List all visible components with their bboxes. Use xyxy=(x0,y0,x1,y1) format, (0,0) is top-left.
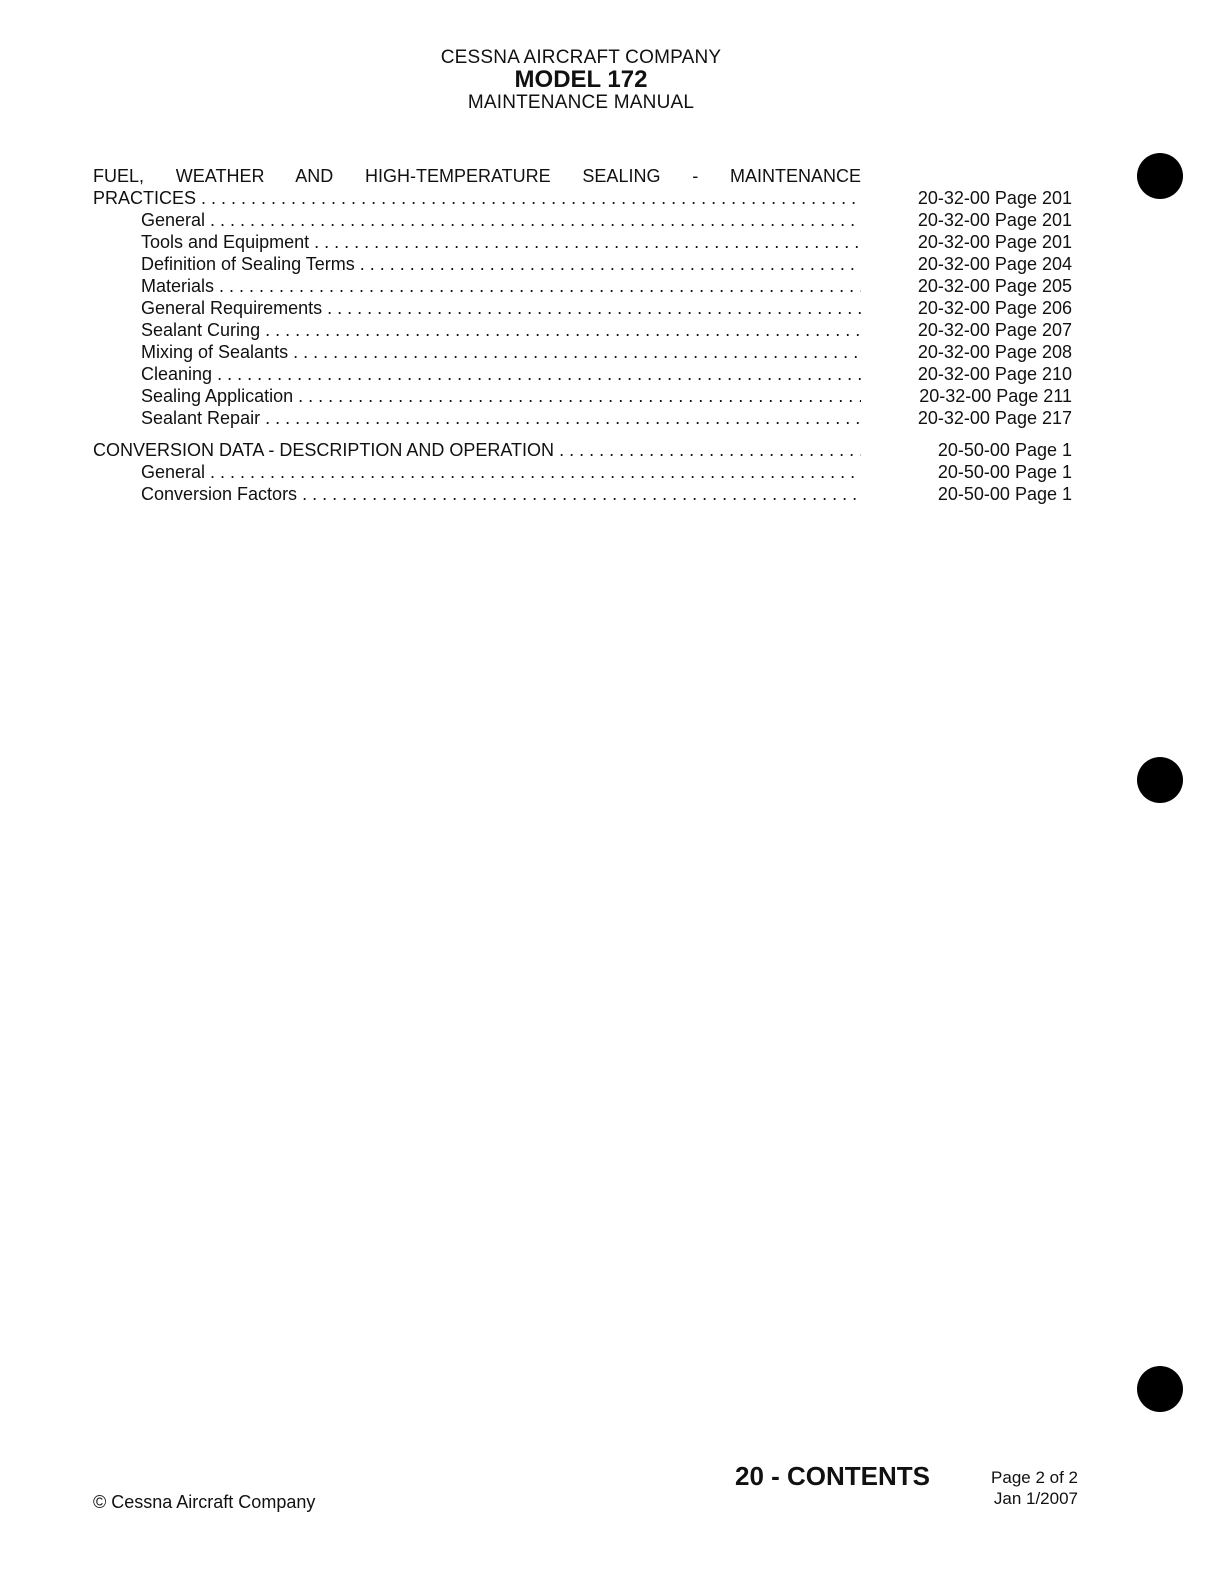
toc-item-label: General . . . xyxy=(141,209,861,231)
toc-item[interactable] xyxy=(93,483,1078,505)
toc-item-label: Materials . . . xyxy=(141,275,861,297)
toc-item-label: General . . . xyxy=(141,461,861,483)
toc-item[interactable] xyxy=(93,407,1078,429)
toc-item[interactable] xyxy=(93,385,1078,407)
toc-section-title-text: FUEL, WEATHER AND HIGH-TEMPERATURE SEALING - MAINTENANCE xyxy=(93,166,861,186)
toc-page-ref: 20-32-00 Page 206 xyxy=(917,298,1072,318)
toc-item-label: Sealant Repair . . . xyxy=(141,407,861,429)
manual-title: MAINTENANCE MANUAL xyxy=(467,92,695,113)
page-number: Page 2 of 2 xyxy=(991,1468,1078,1487)
company-name: CESSNA AIRCRAFT COMPANY xyxy=(440,47,722,68)
toc-page-ref: 20-32-00 Page 201 xyxy=(917,210,1072,230)
revision-date: Jan 1/2007 xyxy=(993,1489,1078,1508)
toc-item[interactable] xyxy=(93,363,1078,385)
binder-hole-middle xyxy=(1137,757,1183,803)
toc-item-label: Definition of Sealing Terms . . . xyxy=(141,253,861,275)
toc-item-label: Sealing Application . . . xyxy=(141,385,861,407)
toc-page-ref: 20-50-00 Page 1 xyxy=(937,440,1072,460)
toc-item-label: General Requirements . . . xyxy=(141,297,861,319)
toc-section-title-line2: PRACTICES . . . xyxy=(93,187,861,209)
page-info xyxy=(991,1467,1078,1509)
binder-hole-top xyxy=(1137,153,1183,199)
toc-page-ref: 20-32-00 Page 204 xyxy=(917,254,1072,274)
toc-item[interactable] xyxy=(93,253,1078,275)
toc-page-ref: 20-32-00 Page 217 xyxy=(917,408,1072,428)
toc-page-ref: 20-50-00 Page 1 xyxy=(937,484,1072,504)
toc-page-ref: 20-32-00 Page 207 xyxy=(917,320,1072,340)
copyright-notice: © Cessna Aircraft Company xyxy=(93,1492,316,1512)
section-spacer xyxy=(93,429,1078,439)
toc-page-ref: 20-32-00 Page 211 xyxy=(919,386,1072,406)
toc-item-label: Sealant Curing . . . xyxy=(141,319,861,341)
model-name: MODEL 172 xyxy=(514,66,648,93)
toc-item[interactable] xyxy=(93,461,1078,483)
toc-item[interactable] xyxy=(93,275,1078,297)
toc-page-ref: 20-32-00 Page 205 xyxy=(917,276,1072,296)
toc-item[interactable] xyxy=(93,209,1078,231)
toc-section-title-line1 xyxy=(93,165,1078,187)
toc-page-ref: 20-50-00 Page 1 xyxy=(937,462,1072,482)
page-header xyxy=(0,48,1162,112)
binder-hole-bottom xyxy=(1137,1366,1183,1412)
toc-item-label: Mixing of Sealants . . . xyxy=(141,341,861,363)
toc-section-title: CONVERSION DATA - DESCRIPTION AND OPERATION . . . xyxy=(93,439,861,461)
toc-item[interactable] xyxy=(93,341,1078,363)
toc-item-label: Cleaning . . . xyxy=(141,363,861,385)
chapter-label: 20 - CONTENTS xyxy=(735,1461,931,1491)
table-of-contents xyxy=(93,165,1078,505)
toc-page-ref: 20-32-00 Page 201 xyxy=(917,188,1072,208)
toc-section-row[interactable] xyxy=(93,187,1078,209)
toc-page-ref: 20-32-00 Page 210 xyxy=(917,364,1072,384)
toc-page-ref: 20-32-00 Page 208 xyxy=(917,342,1072,362)
toc-item[interactable] xyxy=(93,231,1078,253)
toc-item[interactable] xyxy=(93,297,1078,319)
toc-item[interactable] xyxy=(93,319,1078,341)
toc-section-row[interactable] xyxy=(93,439,1078,461)
toc-page-ref: 20-32-00 Page 201 xyxy=(917,232,1072,252)
toc-item-label: Conversion Factors . . . xyxy=(141,483,861,505)
toc-item-label: Tools and Equipment . . . xyxy=(141,231,861,253)
